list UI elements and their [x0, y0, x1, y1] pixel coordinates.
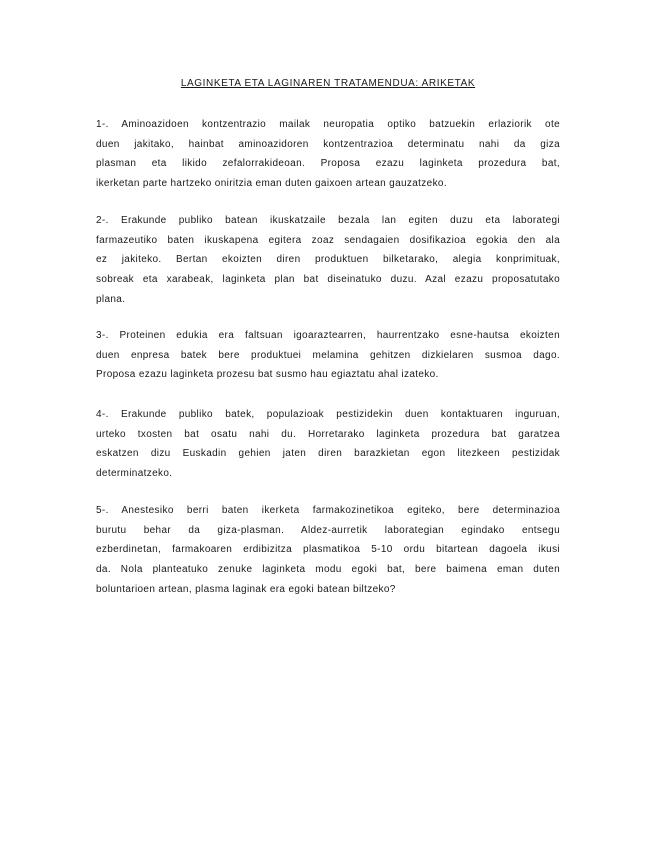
exercise-1	[96, 115, 560, 194]
exercise-line: burutu behar da giza-plasman. Aldez-aurretik laborategian egindako entsegu	[96, 524, 560, 536]
exercise-line: Proposa ezazu laginketa prozesu bat susmo hau egiaztatu ahal izateko.	[96, 369, 439, 381]
page-title: LAGINKETA ETA LAGINAREN TRATAMENDUA: ARIKETAK	[180, 78, 476, 89]
exercise-line: determinatzeko.	[96, 468, 173, 480]
exercise-4	[96, 405, 560, 484]
exercise-line: plasman eta likido zefalorrakideoan. Proposa ezazu laginketa prozedura bat,	[96, 158, 560, 170]
exercise-line: da. Nola planteatuko zenuke laginketa modu egoki bat, bere baimena eman duten	[96, 564, 560, 576]
exercise-line: 4-. Erakunde publiko batek, populazioak pestizidekin duen kontaktuaren inguruan,	[96, 409, 560, 420]
exercise-line: duen jakitako, hainbat aminoazidoren kontzentrazioa determinatu nahi da giza	[96, 138, 560, 150]
exercise-line: sobreak eta xarabeak, laginketa plan bat diseinatuko duzu. Azal ezazu proposatutako	[96, 274, 560, 286]
exercise-line: urteko txosten bat osatu nahi du. Horretarako laginketa prozedura bat garatzea	[96, 428, 560, 440]
exercise-line: plana.	[96, 293, 126, 305]
exercise-5	[96, 501, 560, 600]
exercise-line: ez jakiteko. Bertan ekoizten diren produktuen bilketarako, alegia konprimituak,	[96, 254, 560, 266]
exercise-2	[96, 211, 560, 310]
exercise-3	[96, 326, 560, 385]
exercise-line: ikerketan parte hartzeko oniritzia eman duten gaixoen artean gauzatzeko.	[96, 178, 447, 190]
exercise-line: boluntarioen artean, plasma laginak era egoki batean biltzeko?	[96, 583, 396, 595]
exercise-line: farmazeutiko baten ikuskapena egitera zoaz sendagaien dosifikazioa egokia den ala	[96, 234, 560, 246]
exercise-line: eskatzen dizu Euskadin gehien jaten diren barazkietan egon litezkeen pestizidak	[96, 448, 560, 460]
exercise-line: 1-. Aminoazidoen kontzentrazio mailak neuropatia optiko batzuekin erlaziorik ote	[96, 119, 560, 130]
exercise-line: 2-. Erakunde publiko batean ikuskatzaile bezala lan egiten duzu eta laborategi	[96, 215, 560, 226]
exercise-line: ezberdinetan, farmakoaren erdibizitza plasmatikoa 5-10 ordu bitartean dagoela ikusi	[96, 544, 560, 556]
exercise-line: 3-. Proteinen edukia era faltsuan igoaraztearren, haurrentzako esne-hautsa ekoizten	[96, 330, 560, 341]
exercise-line: duen enpresa batek bere produktuei melamina gehitzen dizkielaren susmoa dago.	[96, 349, 560, 361]
exercise-line: 5-. Anestesiko berri baten ikerketa farmakozinetikoa egiteko, bere determinazioa	[96, 505, 560, 516]
